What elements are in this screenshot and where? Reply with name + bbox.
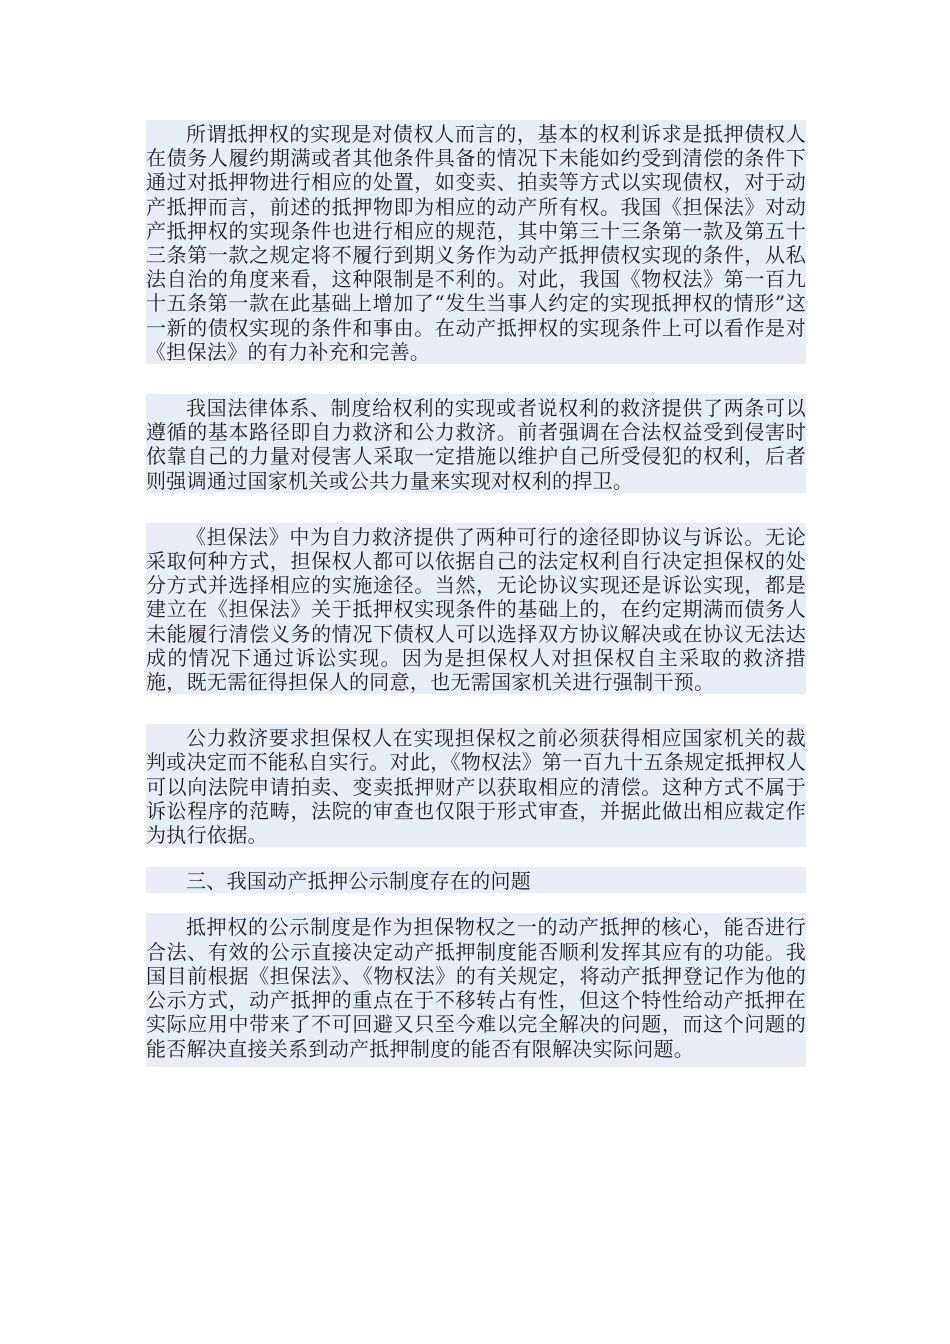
document-body (146, 120, 806, 1067)
paragraph-publicity-system: 抵押权的公示制度是作为担保物权之一的动产抵押的核心，能否进行合法、有效的公示直接决定动产抵押制度能否顺利发挥其应有的功能。我国目前根据《担保法》、《物权法》的有关规定，将动产抵押登记作为他的公示方式，动产抵押的重点在于不移转占有性，但这个特性给动产抵押在实际应用中带来了不可回避又只至今难以完全解决的问题，而这个问题的能否解决直接关系到动产抵押制度的能否有限解决实际问题。 (146, 915, 806, 1061)
paragraph-self-help-remedy: 《担保法》中为自力救济提供了两种可行的途径即协议与诉讼。无论采取何种方式，担保权人都可以依据自己的法定权利自行决定担保权的处分方式并选择相应的实施途径。当然，无论协议实现还是诉讼实现，都是建立在《担保法》关于抵押权实现条件的基础上的，在约定期满而债务人未能履行清偿义务的情况下债权人可以选择双方协议解决或在协议无法达成的情况下通过诉讼实现。因为是担保权人对担保权自主采取的救济措施，既无需征得担保人的同意，也无需国家机关进行强制干预。 (146, 524, 806, 695)
paragraph-spacer (144, 694, 808, 724)
paragraph-spacer (144, 493, 808, 523)
section-heading: 三、我国动产抵押公示制度存在的问题 (186, 869, 532, 894)
paragraph-spacer (144, 364, 808, 394)
paragraph-public-remedy: 公力救济要求担保权人在实现担保权之前必须获得相应国家机关的裁判或决定而不能私自实行。对此，《物权法》第一百九十五条规定抵押权人可以向法院申请拍卖、变卖抵押财产以获取相应的清偿。这种方式不属于诉讼程序的范畴，法院的审查也仅限于形式审查，并据此做出相应裁定作为执行依据。 (146, 726, 806, 848)
paragraph-spacer (144, 847, 808, 867)
paragraph-mortgage-realization: 所谓抵押权的实现是对债权人而言的，基本的权利诉求是抵押债权人在债务人履约期满或者其他条件具备的情况下未能如约受到清偿的条件下通过对抵押物进行相应的处置，如变卖、拍卖等方式以实现债权，对于动产抵押而言，前述的抵押物即为相应的动产所有权。我国《担保法》对动产抵押权的实现条件也进行相应的规范，其中第三十三条第一款及第五十三条第一款之规定将不履行到期义务作为动产抵押债权实现的条件，从私法自治的角度来看，这种限制是不利的。对此，我国《物权法》第一百九十五条第一款在此基础上增加了“发生当事人约定的实现抵押权的情形”这一新的债权实现的条件和事由。在动产抵押权的实现条件上可以看作是对《担保法》的有力补充和完善。 (146, 122, 806, 364)
paragraph-remedy-paths: 我国法律体系、制度给权利的实现或者说权利的救济提供了两条可以遵循的基本路径即自力救济和公力救济。前者强调在合法权益受到侵害时依靠自己的力量对侵害人采取一定措施以维护自己所受侵犯的权利，后者则强调通过国家机关或公共力量来实现对权利的捍卫。 (146, 396, 806, 493)
paragraph-spacer (144, 893, 808, 913)
